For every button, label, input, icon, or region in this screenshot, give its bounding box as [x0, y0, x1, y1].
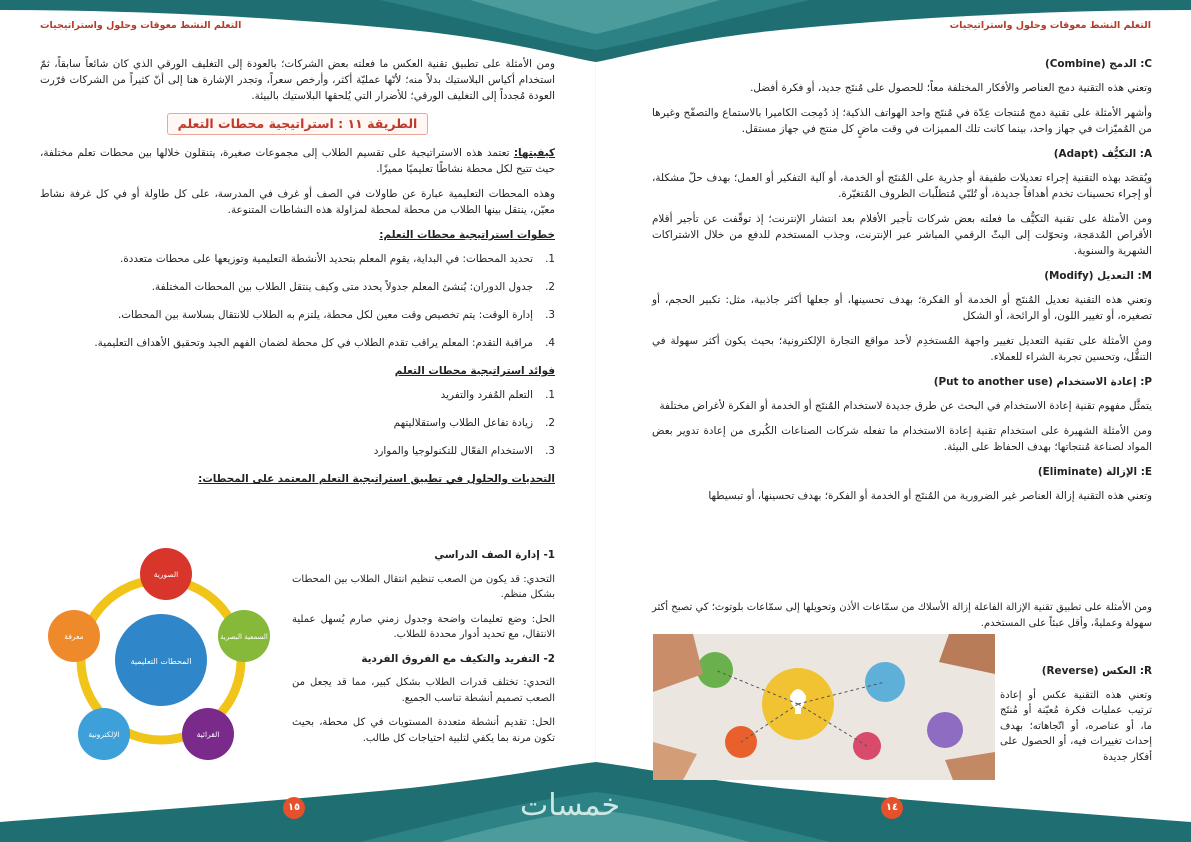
- section-title-label: الطريقة ١١ : استراتيجية محطات التعلم: [167, 113, 429, 135]
- cycle-center-label: المحطات التعليمية: [130, 657, 192, 666]
- challenge-1-problem: التحدي: قد يكون من الصعب تنظيم انتقال الطلاب بين المحطات بشكل منظم.: [292, 573, 555, 600]
- eliminate-paragraph-1: وتعني هذه التقنية إزالة العناصر غير الضرورية من المُنتَج أو الخدمة أو الفكرة؛ بهدف تحسينها، أو تبسيطها: [708, 490, 1152, 502]
- benefit-item: 1. التعلم المُفرد والتفريد: [440, 389, 555, 401]
- how-label: كيفيتها:: [513, 147, 555, 159]
- section-title: [40, 113, 555, 135]
- modify-heading: M: التعديل (Modify): [1044, 270, 1152, 282]
- watermark-logo: خمسات: [520, 788, 621, 823]
- cycle-node-2-label: السمعية البصرية: [220, 633, 268, 641]
- challenge-1-title: 1- إدارة الصف الدراسي: [434, 549, 555, 561]
- page-number-right: ١٤: [881, 797, 903, 819]
- cycle-node-3-label: القرائية: [196, 730, 220, 739]
- modify-paragraph-2: ومن الأمثلة على تقنية التعديل تغيير واجهة المُستخدِم لأحد مواقع التجارة الإلكترونية؛ بحيث يكون أكثر سهولة في التنقُّل، وتحسين تجربة الشراء للعملاء.: [652, 335, 1152, 363]
- cycle-node-1-label: الصورية: [153, 570, 179, 579]
- eliminate-heading: E: الإزالة (Eliminate): [1037, 466, 1152, 478]
- challenge-1-solution: الحل: وضع تعليمات واضحة وجدول زمني صارم يُسهل عملية الانتقال، مع تحديد أدوار محددة للطلاب.: [292, 613, 555, 640]
- steps-heading: خطوات استراتيجية محطات التعلم:: [379, 229, 555, 241]
- page-number-left: ١٥: [283, 797, 305, 819]
- collaboration-photo: [653, 634, 995, 780]
- combine-paragraph-2: وأشهر الأمثلة على تقنية دمج مُنتجات عِدّة في مُنتَج واحد الهواتف الذكية؛ إذ دُمِجت الكاميرا بالاستماع والتصفّح وغيرها من المُميّزات في جهاز واحد، بينما كانت تلك المميزات في وقت ماضٍ كل منتج في جهاز مستقل.: [652, 107, 1152, 135]
- benefits-heading: فوائد استراتيجية محطات التعلم: [394, 365, 555, 377]
- put-to-use-paragraph-2: ومن الأمثلة الشهيرة على استخدام تقنية إعادة الاستخدام ما تفعله شركات الصناعات الكُبرى من إعادة تدوير بعض المواد لصناعة مُنتجاتها؛ بهدف الحفاظ على البيئة.: [652, 425, 1152, 453]
- running-head-right: التعلم النشط معوقات وحلول واستراتيجيات: [949, 20, 1151, 31]
- combine-heading: C: الدمج (Combine): [1045, 58, 1152, 70]
- adapt-paragraph-2: ومن الأمثلة على تقنية التكيُّف ما فعلته بعض شركات تأجير الأفلام بعد انتشار الإنترنت؛ إذ توقّفت عن تأجير أقلام الأقراص المُدمَجة، وتحوّلت إلى البثّ الرقمي المباشر عبر الإنترنت، وجذب المستخدم للدفع من خلال الاشتراكات الشهرية والسنوية.: [652, 213, 1152, 257]
- running-head-left: التعلم النشط معوقات وحلول واستراتيجيات: [40, 20, 242, 31]
- combine-paragraph-1: وتعني هذه التقنية دمج العناصر والأفكار المختلفة معاً؛ للحصول على مُنتَج جديد، أو فكرة أفضل.: [750, 82, 1152, 94]
- adapt-paragraph-1: ويُقصَد بهذه التقنية إجراء تعديلات طفيفة أو جذرية على المُنتَج أو الخدمة، أو آلية التفكير أو العمل؛ بهدف حلّ مشكلة، أو إجراء تحسينات تخدم أهدافاً جديدة، أو تُلبّي مُتطلّبات الظروف المُتغيّرة.: [652, 172, 1152, 200]
- learning-stations-cycle-diagram: [36, 542, 286, 772]
- challenge-2-solution: الحل: تقديم أنشطة متعددة المستويات في كل محطة، بحيث تكون مرنة بما يكفي لتلبية احتياجات كل طالب.: [292, 717, 555, 744]
- benefit-item: 3. الاستخدام الفعّال للتكنولوجيا والموارد: [373, 445, 555, 457]
- stations-paragraph: وهذه المحطات التعليمية عبارة عن طاولات في الصف أو غرف في المدرسة، على كل طاولة أو في كل غرفة نشاط معيّن، ينتقل بينها الطلاب من محطة لمحطة لمزاولة هذه النشاطات المتنوعة.: [40, 188, 555, 216]
- put-to-use-heading: P: إعادة الاستخدام (Put to another use): [933, 376, 1152, 388]
- cycle-node-4-label: الإلكترونية: [88, 730, 120, 739]
- steps-list: [40, 251, 555, 351]
- left-intro-paragraph: ومن الأمثلة على تطبيق تقنية العكس ما فعلته بعض الشركات؛ بالعودة إلى التغليف الورقي الذي كان شائعاً سابقاً، ثمّ استخدام أكياس البلاستيك بدلاً منه؛ لأنّها عمليّة أكثر، وأرخص سعراً، وتجدر الإشارة هنا إلى أنّ كثيراً من الشركات قرّرت العودة مُجدداً إلى التغليف الورقي؛ للأضرار التي يُلحقها البلاستيك بالبيئة.: [40, 58, 555, 102]
- left-page-text-top: [40, 56, 555, 495]
- reverse-heading: R: العكس (Reverse): [1041, 665, 1152, 677]
- challenge-2-problem: التحدي: تختلف قدرات الطلاب بشكل كبير، مما قد يجعل من الصعب تصميم أنشطة تناسب الجميع.: [292, 677, 555, 704]
- benefit-item: 2. زيادة تفاعل الطلاب واستقلاليتهم: [393, 417, 555, 429]
- eliminate-paragraph-2: ومن الأمثلة على تطبيق تقنية الإزالة الفاعلة إزالة الأسلاك من سمّاعات الأذن وتحويلها إلى سمّاعات بلوتوث؛ كي تصبح أكثر سهولة وعمليةً، وأقل عبئاً على المستخدم.: [652, 602, 1152, 629]
- cycle-node-5-label: معرفة: [64, 632, 84, 641]
- step-item: 1. تحديد المحطات: في البداية، يقوم المعلم بتحديد الأنشطة التعليمية وتوزيعها على محطات متعددة.: [120, 253, 555, 265]
- right-page-text: [652, 56, 1152, 513]
- icon-circle-purple: [927, 712, 963, 748]
- right-page-text-lower-b: [1000, 664, 1152, 774]
- reverse-paragraph-1: وتعني هذه التقنية عكس أو إعادة ترتيب عمليات فكرة مُعيّنة أو مُنتَج ما، أو عناصره، أو اتّجاهاته؛ بهدف إحداث تغييرات فيه، أو الحصول على أفكار جديدة: [1000, 689, 1152, 763]
- how-text: تعتمد هذه الاستراتيجية على تقسيم الطلاب إلى مجموعات صغيرة، يتنقلون خلالها بين محطات تعلم مختلفة، حيث تتيح لكل محطة نشاطًا تعليميًا مميزًا.: [40, 147, 555, 175]
- step-item: 4. مراقبة التقدم: المعلم يراقب تقدم الطلاب في كل محطة لضمان الفهم الجيد وتحقيق الأهداف التعليمية.: [94, 337, 555, 349]
- step-item: 2. جدول الدوران: يُنشئ المعلم جدولاً يحدد متى وكيف ينتقل الطلاب بين المحطات المختلفة.: [151, 281, 555, 293]
- modify-paragraph-1: وتعني هذه التقنية تعديل المُنتَج أو الخدمة أو الفكرة؛ بهدف تحسينها، أو جعلها أكثر جاذبية، مثل: تكبير الحجم، أو تصغيره، أو تغيير اللون، أو الرائحة، أو الشكل: [652, 294, 1152, 322]
- how-paragraph: [40, 145, 555, 177]
- benefits-list: [40, 387, 555, 459]
- left-page-challenges: [292, 548, 555, 755]
- challenges-heading: التحديات والحلول في تطبيق استراتيجية التعلم المعتمد على المحطات:: [198, 473, 555, 485]
- step-item: 3. إدارة الوقت: يتم تخصيص وقت معين لكل محطة، يلتزم به الطلاب للانتقال بسلاسة بين المحطات.: [117, 309, 555, 321]
- challenge-2-title: 2- التفريد والتكيف مع الفروق الفردية: [361, 652, 555, 665]
- put-to-use-paragraph-1: يتمثَّل مفهوم تقنية إعادة الاستخدام في البحث عن طرق جديدة لاستخدام المُنتَج أو الخدمة أو الفكرة لأغراض مختلفة: [659, 400, 1152, 412]
- adapt-heading: A: التكيُّف (Adapt): [1053, 148, 1152, 160]
